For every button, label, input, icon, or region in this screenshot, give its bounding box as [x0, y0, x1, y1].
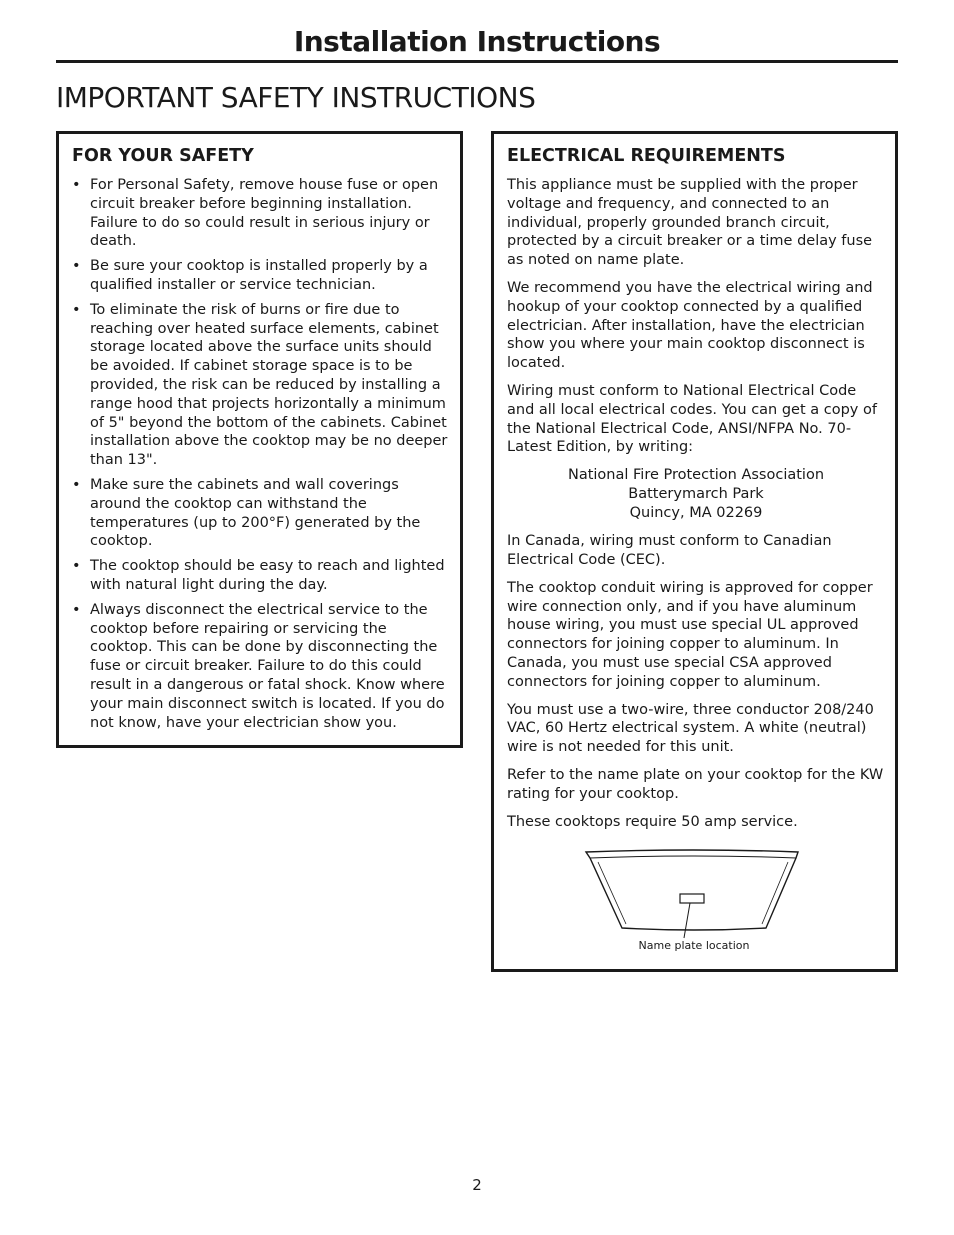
paragraph: Wiring must conform to National Electrical Code and all local electrical codes. You can get a copy of the National Electrical Code, ANSI/NFPA No. 70-Latest Edition, by writing:	[507, 382, 877, 456]
bullet-icon: •	[72, 258, 81, 275]
address-line: National Fire Protection Association	[567, 467, 825, 484]
paragraph: In Canada, wiring must conform to Canadian Electrical Code (CEC).	[507, 533, 832, 568]
name-plate	[680, 894, 704, 903]
paragraph: This appliance must be supplied with the proper voltage and frequency, and connected to an individual, properly grounded branch circuit, protected by a circuit breaker or a time delay fuse as noted on name plate.	[507, 177, 873, 269]
bullet-text: Make sure the cabinets and wall coverings around the cooktop can withstand the temperatures (up to 200°F) generated by the cooktop.	[90, 476, 421, 550]
bullet-icon: •	[72, 476, 81, 493]
list-item	[72, 257, 450, 295]
paragraph: The cooktop conduit wiring is approved for copper wire connection only, and if you have aluminum house wiring, you must use special UL approved connectors for joining copper to aluminum. In Canada, you must use special CSA approved connectors for joining copper to aluminum.	[507, 579, 873, 690]
bullet-icon: •	[72, 177, 81, 193]
bullet-text: To eliminate the risk of burns or fire due to reaching over heated surface elements, cabinet storage located above the surface units should be avoided. If cabinet storage space is to be provided, the risk can be reduced by installing a range hood that projects horizontally a minimum of 5" beyond the bottom of the cabinets. Cabinet installation above the cooktop may be no deeper than 13".	[90, 301, 448, 469]
bullet-icon: •	[72, 558, 81, 575]
electrical-body	[507, 176, 885, 840]
section-heading: IMPORTANT SAFETY INSTRUCTIONS	[56, 81, 536, 114]
address-line: Quincy, MA 02269	[629, 505, 763, 522]
bullet-text: For Personal Safety, remove house fuse or open circuit breaker before beginning installation. Failure to do so could result in serious injury or death.	[90, 177, 439, 250]
bullet-icon: •	[72, 601, 81, 618]
paragraph: You must use a two-wire, three conductor 208/240 VAC, 60 Hertz electrical system. A white (neutral) wire is not needed for this unit.	[507, 701, 874, 756]
bullet-icon: •	[72, 301, 81, 318]
electrical-box	[491, 131, 898, 972]
electrical-box-title: ELECTRICAL REQUIREMENTS	[507, 146, 786, 166]
list-item	[72, 601, 450, 733]
list-item	[72, 176, 450, 251]
bullet-text: The cooktop should be easy to reach and lighted with natural light during the day.	[90, 558, 445, 593]
mailing-address	[507, 466, 885, 523]
list-item	[72, 476, 450, 551]
bullet-text: Be sure your cooktop is installed properly by a qualified installer or service technician.	[90, 258, 428, 293]
page-title: Installation Instructions	[293, 25, 661, 58]
page-number: 2	[472, 1176, 482, 1194]
list-item	[72, 301, 450, 470]
list-item	[72, 557, 450, 595]
safety-box	[56, 131, 463, 748]
paragraph: We recommend you have the electrical wiring and hookup of your cooktop connected by a qualified electrician. After installation, have the electrician show you where your main cooktop disconnect is located.	[507, 279, 873, 372]
safety-body	[72, 176, 450, 738]
bullet-text: Always disconnect the electrical service to the cooktop before repairing or servicing the cooktop. This can be done by disconnecting the fuse or circuit breaker. Failure to do this could result in a dangerous or fatal shock. Know where your main disconnect switch is located. If you do not know, have your electrician show you.	[90, 601, 445, 731]
paragraph: These cooktops require 50 amp service.	[507, 813, 798, 830]
safety-bullet-list	[72, 176, 450, 732]
safety-box-title: FOR YOUR SAFETY	[72, 146, 254, 166]
paragraph: Refer to the name plate on your cooktop for the KW rating for your cooktop.	[507, 766, 884, 802]
title-divider	[56, 60, 898, 63]
address-line: Batterymarch Park	[628, 486, 764, 503]
cooktop-nameplate-diagram	[584, 846, 804, 956]
diagram-caption: Name plate location	[638, 939, 750, 952]
